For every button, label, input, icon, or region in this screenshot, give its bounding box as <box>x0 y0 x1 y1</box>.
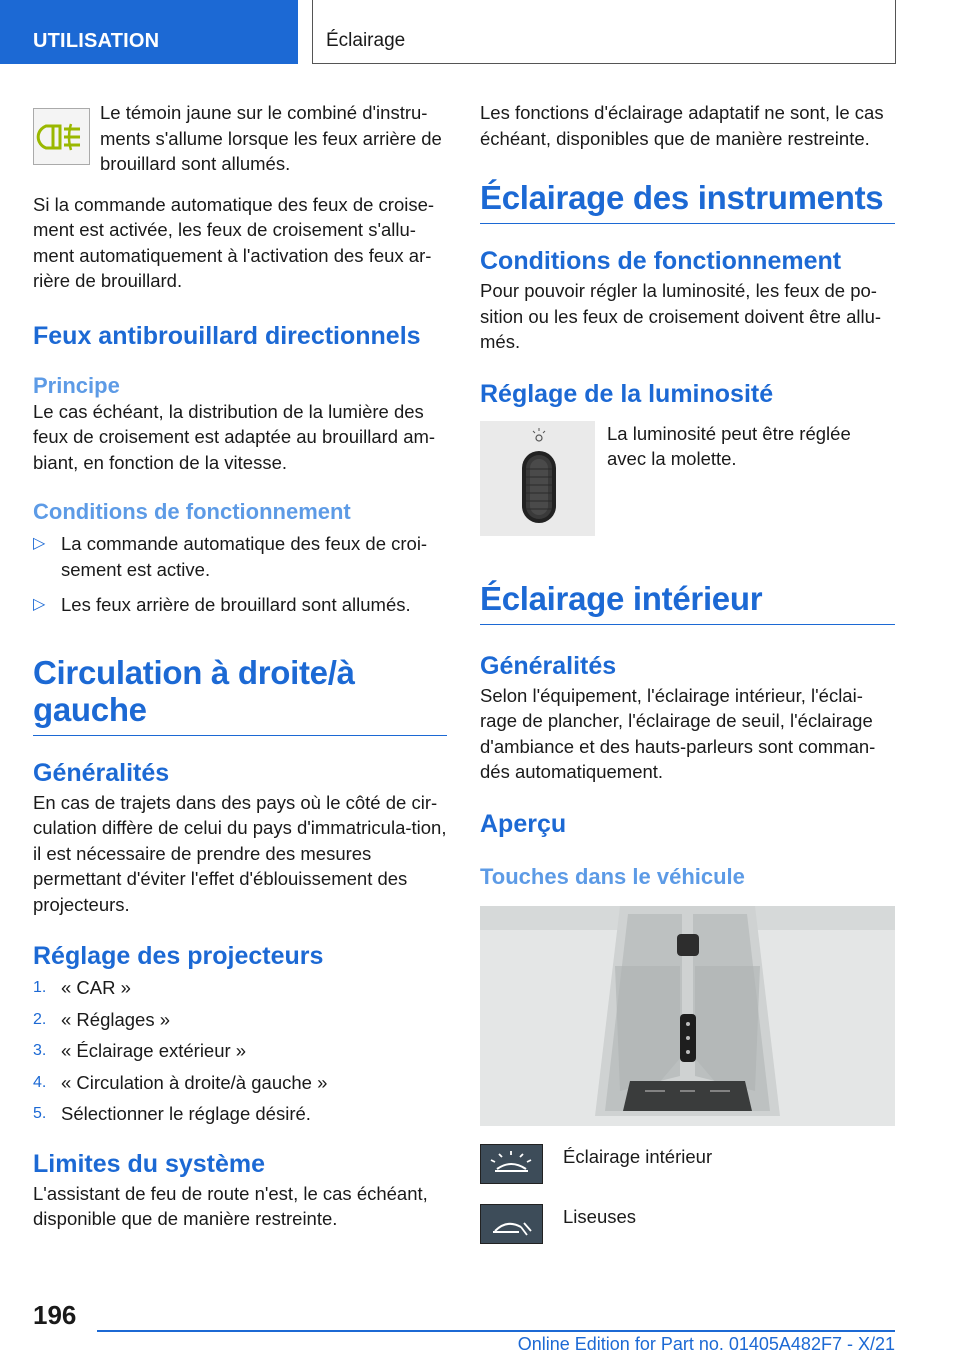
conditions-list <box>33 531 447 618</box>
list-item: ▷ Les feux arrière de brouillard sont allumés. <box>33 592 447 618</box>
heading-touches: Touches dans le véhicule <box>480 863 745 889</box>
list-item: 2. « Réglages » <box>33 1008 171 1030</box>
footer-divider <box>97 1330 895 1332</box>
heading-limites: Limites du système <box>33 1149 266 1178</box>
list-item: 1. « CAR » <box>33 977 131 998</box>
conditions-text: Pour pouvoir régler la luminosité, les feux de po-sition ou les feux de croisement doivent être allu-més. <box>480 280 882 352</box>
interior-text: Selon l'équipement, l'éclairage intérieur, l'éclai-rage de plancher, l'éclairage de seuil, l'éclairage d'ambiance et des hauts-parleurs sont comman-dés automatiquement. <box>480 684 876 782</box>
section-tab: UTILISATION <box>0 0 298 64</box>
generalites-text: En cas de trajets dans des pays où le côté de cir-culation diffère de celui du pays d'immatricula-tion, il est nécessaire de prendre des mesures permettant d'éviter l'effet d'éblouissement des projecteurs. <box>33 791 447 915</box>
list-item: ▷ La commande automatique des feux de croi-sement est active. <box>33 533 428 580</box>
auto-low-beam-text: Si la commande automatique des feux de croise-ment est activée, les feux de croisement s'allu-ment automatiquement à l'activation des feux ar-rière de brouillard. <box>33 193 435 291</box>
principe-text: Le cas échéant, la distribution de la lumière des feux de croisement est adaptée au brouillard am-biant, en fonction de la vitesse. <box>33 400 436 473</box>
heading-generalites-right: Généralités <box>480 651 617 680</box>
chapter-title: Éclairage <box>312 0 896 64</box>
limites-text: L'assistant de feu de route n'est, le cas échéant, disponible que de manière restreinte. <box>33 1182 428 1229</box>
interior-light-icon <box>480 1144 543 1184</box>
heading-conditions-fonctionnement: Conditions de fonctionnement <box>480 247 842 275</box>
right-column <box>480 100 895 1244</box>
roof-console-image <box>480 906 895 1126</box>
list-item: 5. Sélectionner le réglage désiré. <box>33 1103 311 1124</box>
triangle-bullet-icon: ▷ <box>33 596 46 613</box>
reading-light-label: Liseuses <box>563 1205 637 1227</box>
heading-eclairage-instruments: Éclairage des instruments <box>480 179 895 224</box>
steps-list <box>33 975 447 1127</box>
heading-reglage-projecteurs: Réglage des projecteurs <box>33 942 324 970</box>
heading-generalites: Généralités <box>33 758 170 787</box>
indicator-row <box>33 100 447 177</box>
heading-eclairage-interieur: Éclairage intérieur <box>480 580 895 625</box>
list-item: 3. « Éclairage extérieur » <box>33 1040 247 1061</box>
triangle-bullet-icon: ▷ <box>33 535 46 552</box>
brightness-row <box>480 421 895 536</box>
key-row-reading <box>480 1204 895 1244</box>
brightness-wheel-image <box>480 421 595 536</box>
brightness-text: La luminosité peut être réglée avec la molette. <box>607 422 851 469</box>
indicator-text: Le témoin jaune sur le combiné d'instru-ments s'allume lorsque les feux arrière de brouillard sont allumés. <box>100 102 442 174</box>
interior-light-label: Éclairage intérieur <box>563 1145 713 1167</box>
list-item: 4. « Circulation à droite/à gauche » <box>33 1071 328 1093</box>
heading-feux-antibrouillard: Feux antibrouillard directionnels <box>33 321 421 350</box>
adaptive-lighting-text: Les fonctions d'éclairage adaptatif ne sont, le cas échéant, disponibles que de manière restreinte. <box>480 102 884 149</box>
heading-reglage-luminosite: Réglage de la luminosité <box>480 379 774 408</box>
heading-conditions: Conditions de fonctionnement <box>33 499 351 524</box>
rear-fog-lamp-icon <box>33 108 90 165</box>
key-row-interior <box>480 1144 895 1184</box>
online-edition-text: Online Edition for Part no. 01405A482F7 - X/21 <box>517 1334 895 1354</box>
left-column <box>33 100 447 1232</box>
reading-light-icon <box>480 1204 543 1244</box>
heading-principe: Principe <box>33 372 120 398</box>
heading-circulation: Circulation à droite/à gauche <box>33 654 447 736</box>
heading-apercu: Aperçu <box>480 809 567 838</box>
page-number: 196 <box>33 1300 77 1330</box>
